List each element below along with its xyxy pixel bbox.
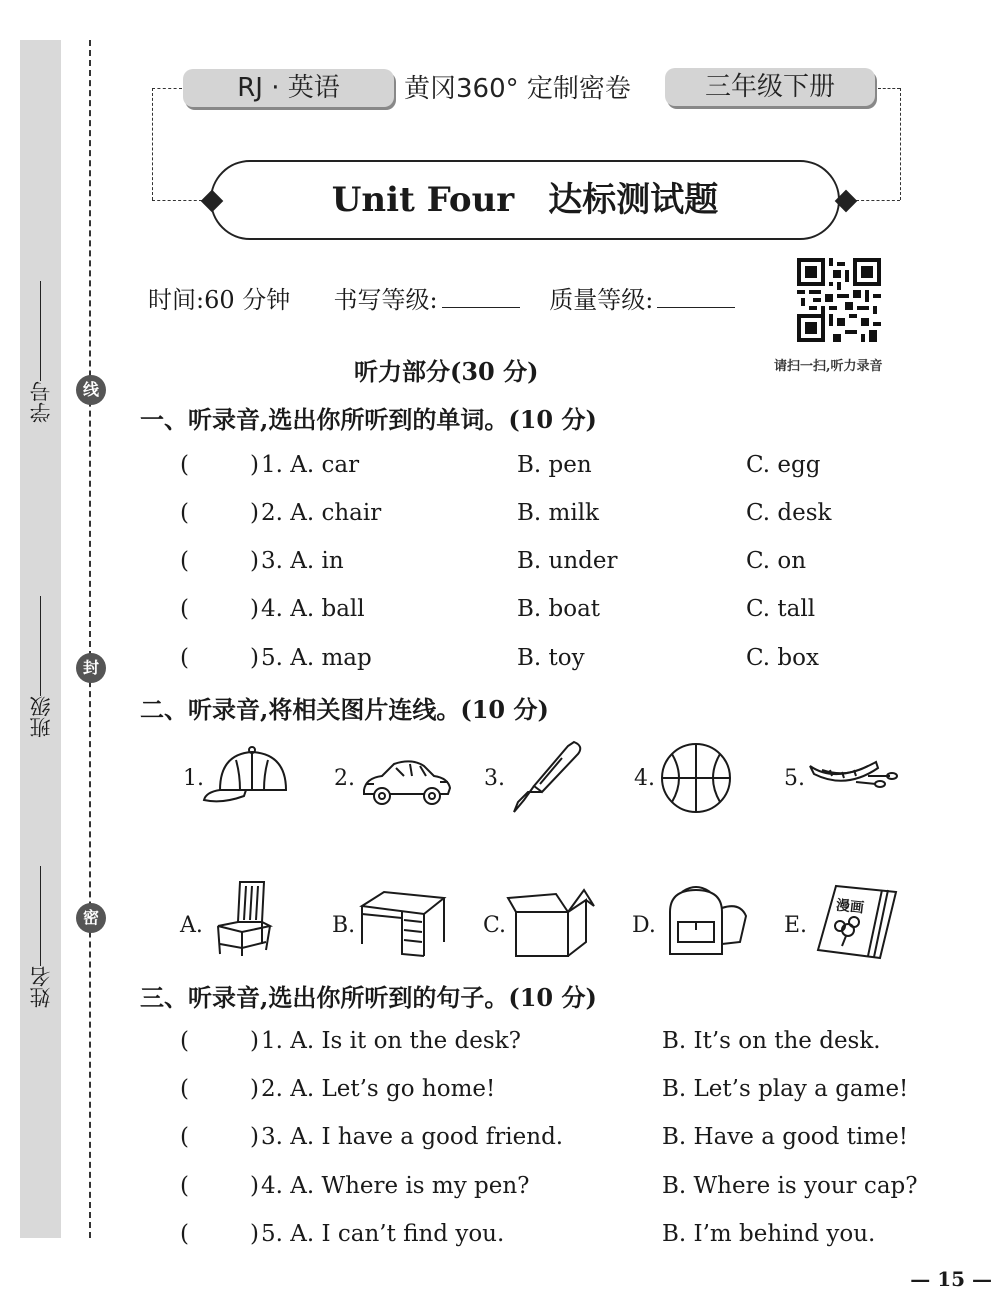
s2-top-label-4: 4. xyxy=(634,766,655,791)
schoolbag-icon[interactable] xyxy=(660,882,752,960)
ball-icon[interactable] xyxy=(652,740,744,818)
s1-q5-option-a: )5. A. map xyxy=(250,645,372,671)
s3-q5-bracket[interactable]: ( xyxy=(180,1221,189,1247)
s3-q4-option-a: )4. A. Where is my pen? xyxy=(250,1173,530,1199)
student-id-blank[interactable] xyxy=(41,281,42,381)
header-dash-right xyxy=(878,88,900,89)
s1-q4-option-b: B. boat xyxy=(517,596,601,622)
meta-line xyxy=(148,280,757,315)
s2-top-label-2: 2. xyxy=(334,766,355,791)
comic-book-label: 漫画 xyxy=(835,897,865,917)
quality-grade-blank[interactable] xyxy=(657,287,735,308)
s3-q3-option-b: B. Have a good time! xyxy=(662,1124,908,1150)
s3-q5-option-a: )5. A. I can’t find you. xyxy=(250,1221,505,1247)
s1-q5-option-b: B. toy xyxy=(517,645,585,671)
comic-book-icon[interactable] xyxy=(812,882,904,960)
class-blank[interactable] xyxy=(41,596,42,696)
s3-q3-bracket[interactable]: ( xyxy=(180,1124,189,1150)
section3-title: 三、听录音,选出你所听到的句子。(10 分) xyxy=(140,983,597,1012)
student-id-label: 学号 xyxy=(29,381,53,423)
s3-q4-option-b: B. Where is your cap? xyxy=(662,1173,918,1199)
name-label: 姓名 xyxy=(29,966,53,1008)
name-blank[interactable] xyxy=(41,866,42,966)
seal-xian: 线 xyxy=(76,375,106,405)
s1-q3-option-b: B. under xyxy=(517,548,618,574)
s1-q2-option-b: B. milk xyxy=(517,500,599,526)
section2-title: 二、听录音,将相关图片连线。(10 分) xyxy=(140,695,549,724)
binding-cut-line xyxy=(89,40,91,1238)
qr-caption: 请扫一扫,听力录音 xyxy=(774,359,883,374)
s3-q4-bracket[interactable]: ( xyxy=(180,1173,189,1199)
seal-feng: 封 xyxy=(76,653,106,683)
listening-section-title: 听力部分(30 分) xyxy=(354,357,539,386)
s1-q1-bracket[interactable]: ( xyxy=(180,452,189,478)
s1-q3-option-c: C. on xyxy=(746,548,807,574)
desk-icon[interactable] xyxy=(358,884,450,962)
s2-top-label-3: 3. xyxy=(484,766,505,791)
s1-q3-bracket[interactable]: ( xyxy=(180,548,189,574)
s1-q5-option-c: C. box xyxy=(746,645,819,671)
s1-q4-bracket[interactable]: ( xyxy=(180,596,189,622)
banner-dash-right xyxy=(856,200,900,201)
s1-q4-option-c: C. tall xyxy=(746,596,816,622)
s3-q2-option-a: )2. A. Let’s go home! xyxy=(250,1076,496,1102)
s1-q1-option-a: )1. A. car xyxy=(250,452,360,478)
student-id-field[interactable] xyxy=(24,275,58,423)
s2-bottom-label-b: B. xyxy=(332,913,356,938)
s2-top-label-1: 1. xyxy=(183,766,204,791)
seal-mi: 密 xyxy=(76,903,106,933)
s3-q2-option-b: B. Let’s play a game! xyxy=(662,1076,909,1102)
writing-grade-label: 书写等级: xyxy=(333,286,438,314)
name-field[interactable] xyxy=(24,860,58,1008)
s2-top-label-5: 5. xyxy=(784,766,805,791)
s1-q5-bracket[interactable]: ( xyxy=(180,645,189,671)
s3-q2-bracket[interactable]: ( xyxy=(180,1076,189,1102)
s3-q1-option-a: )1. A. Is it on the desk? xyxy=(250,1028,521,1054)
header-dash-left-vertical xyxy=(152,88,153,200)
s2-bottom-label-e: E. xyxy=(784,913,808,938)
s3-q3-option-a: )3. A. I have a good friend. xyxy=(250,1124,564,1150)
header-dash-right-vertical xyxy=(900,88,901,200)
class-field[interactable] xyxy=(24,590,58,738)
s1-q2-bracket[interactable]: ( xyxy=(180,500,189,526)
boat-icon[interactable] xyxy=(806,740,898,818)
class-label: 班级 xyxy=(29,696,53,738)
s1-q2-option-a: )2. A. chair xyxy=(250,500,382,526)
car-icon[interactable] xyxy=(360,742,452,820)
s2-bottom-label-c: C. xyxy=(483,913,507,938)
s1-q2-option-c: C. desk xyxy=(746,500,832,526)
s3-q5-option-b: B. I’m behind you. xyxy=(662,1221,876,1247)
pen-icon[interactable] xyxy=(500,738,592,816)
writing-grade-blank[interactable] xyxy=(442,287,520,308)
s1-q3-option-a: )3. A. in xyxy=(250,548,344,574)
chair-icon[interactable] xyxy=(204,878,296,956)
s1-q1-option-c: C. egg xyxy=(746,452,821,478)
header-dash-left xyxy=(152,88,182,89)
banner-dash-left xyxy=(152,200,202,201)
time-label: 时间:60 分钟 xyxy=(148,286,291,314)
grade-pill: 三年级下册 xyxy=(665,68,875,106)
series-title: 黄冈360° 定制密卷 xyxy=(404,74,631,104)
s2-bottom-label-a: A. xyxy=(180,913,203,938)
page-title: Unit Four 达标测试题 xyxy=(210,160,840,240)
section1-title: 一、听录音,选出你所听到的单词。(10 分) xyxy=(140,405,597,434)
s3-q1-option-b: B. It’s on the desk. xyxy=(662,1028,881,1054)
page-number: — 15 — xyxy=(910,1267,992,1291)
s2-bottom-label-d: D. xyxy=(632,913,656,938)
s3-q1-bracket[interactable]: ( xyxy=(180,1028,189,1054)
cap-icon[interactable] xyxy=(200,740,292,818)
s1-q1-option-b: B. pen xyxy=(517,452,592,478)
s1-q4-option-a: )4. A. ball xyxy=(250,596,365,622)
box-icon[interactable] xyxy=(506,884,598,962)
subject-pill: RJ · 英语 xyxy=(183,69,394,107)
quality-grade-label: 质量等级: xyxy=(549,286,654,314)
qr-code-icon[interactable] xyxy=(797,258,881,342)
